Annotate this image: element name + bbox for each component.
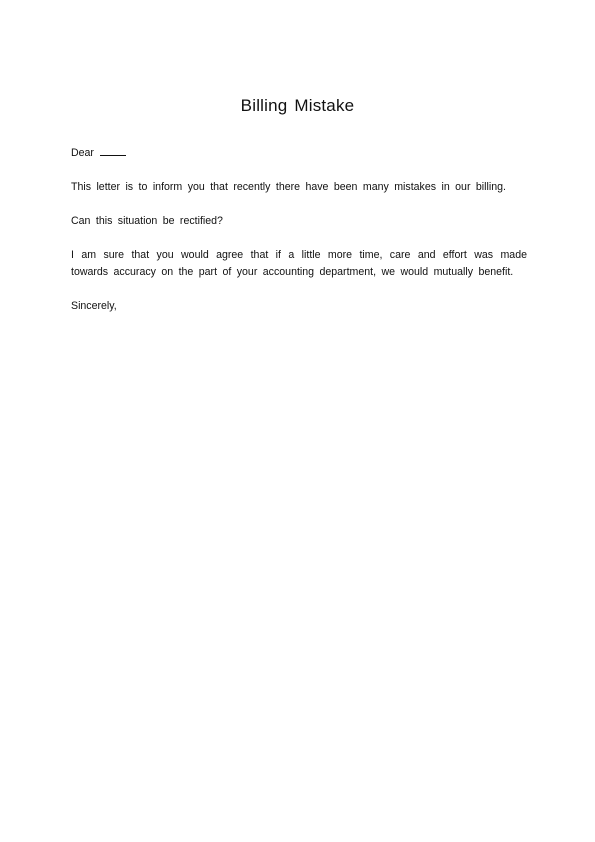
paragraph-1: This letter is to inform you that recently there have been many mistakes in our billing.: [71, 181, 506, 193]
closing: Sincerely,: [71, 300, 117, 312]
paragraph-2: Can this situation be rectified?: [71, 215, 223, 227]
paragraph-3: I am sure that you would agree that if a little more time, care and effort was made towards accuracy on the part of your accounting department, we would mutually benefit.: [71, 249, 527, 278]
salutation-line: [71, 145, 527, 162]
salutation: Dear: [71, 147, 94, 159]
page-title: Billing Mistake: [240, 96, 355, 115]
letter-body: [71, 145, 527, 332]
recipient-blank-line: [100, 154, 126, 156]
